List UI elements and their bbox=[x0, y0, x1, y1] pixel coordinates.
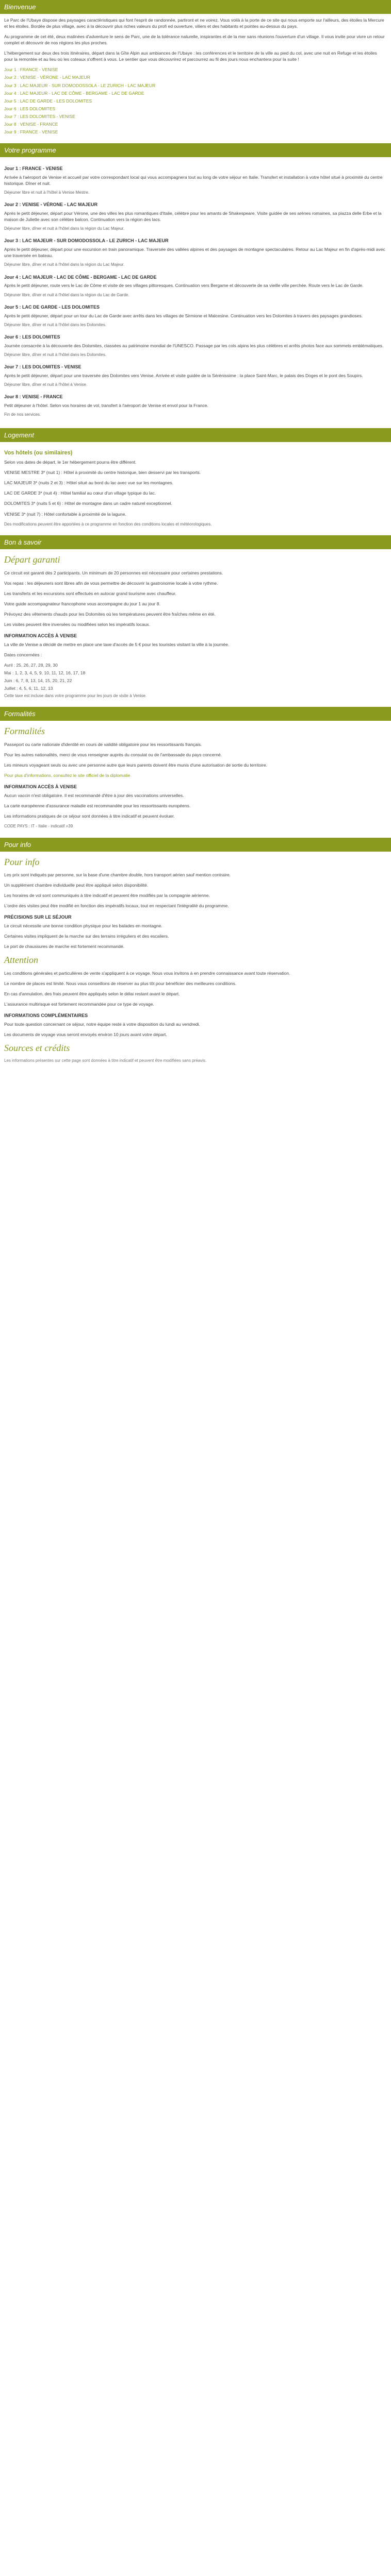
bon-savoir-paragraph: Les visites peuvent être inversées ou modifiées selon les impératifs locaux. bbox=[4, 621, 151, 627]
day-block bbox=[4, 201, 387, 231]
formalites-paragraph: Les mineurs voyageant seuls ou avec une personne autre que leurs parents doivent être munis d'une autorisation de sortie du territoire. bbox=[4, 762, 268, 768]
day-meals: Déjeuner libre, dîner et nuit à l'hôtel dans la région du Lac Majeur. bbox=[4, 262, 125, 267]
day-block bbox=[4, 334, 387, 358]
day-link-3[interactable]: Jour 3 : LAC MAJEUR - SUR DOMODOSSOLA - LE ZURICH - LAC MAJEUR bbox=[4, 82, 156, 88]
precision-text: Le port de chaussures de marche est fortement recommandé. bbox=[4, 944, 124, 950]
precision-text: Le circuit nécessite une bonne condition physique pour les balades en montagne. bbox=[4, 923, 162, 929]
hotel-item: LAC MAJEUR 3* (nuits 2 et 3) : Hôtel situé au bord du lac avec vue sur les montagnes. bbox=[4, 480, 173, 486]
sanitary-title: INFORMATION ACCÈS À VENISE bbox=[4, 784, 77, 790]
pour-info-title: Pour info bbox=[4, 856, 40, 867]
logement-body bbox=[0, 442, 391, 535]
pour-info-paragraph: Un supplément chambre individuelle peut être appliqué selon disponibilité. bbox=[4, 883, 149, 888]
hotel-item: DOLOMITES 3* (nuits 5 et 6) : Hôtel de montagne dans un cadre naturel exceptionnel. bbox=[4, 501, 173, 506]
day-text: Après le petit déjeuner, départ pour Vérone, une des villes les plus romantiques d'Italie, célèbre pour les amants de Shakespeare. Visite guidée de ses arènes romaines, sa piazza delle Erbe et la maison de Juliette avec son célèbre balcon. Continuation vers la région des lacs. bbox=[4, 210, 382, 223]
day-link-1[interactable]: Jour 1 : FRANCE - VENISE bbox=[4, 67, 58, 73]
page bbox=[0, 0, 391, 1072]
hotel-item: VENISE MESTRE 3* (nuit 1) : Hôtel à proximité du centre historique, bien desservi par les transports. bbox=[4, 470, 201, 476]
hotel-item: LAC DE GARDE 3* (nuit 4) : Hôtel familial au cœur d'un village typique du lac. bbox=[4, 490, 156, 496]
program-day-menu bbox=[4, 66, 387, 135]
day-title: Jour 5 : LAC DE GARDE - LES DOLOMITES bbox=[4, 304, 100, 310]
access-title: INFORMATION ACCÈS À VENISE bbox=[4, 633, 77, 638]
sources-title: Sources et crédits bbox=[4, 1042, 70, 1053]
attention-title: Attention bbox=[4, 955, 38, 965]
bon-savoir-paragraph: Vos repas : les déjeuners sont libres afin de vous permettre de découvrir la gastronomie locale à votre rythme. bbox=[4, 580, 218, 586]
formalites-paragraph: Pour les autres nationalités, merci de vous renseigner auprès du consulat ou de l'ambassade du pays concerné. bbox=[4, 752, 222, 757]
day-link-5[interactable]: Jour 5 : LAC DE GARDE - LES DOLOMITES bbox=[4, 98, 92, 104]
day-link-4[interactable]: Jour 4 : LAC MAJEUR - LAC DE CÔME - BERGAME - LAC DE GARDE bbox=[4, 90, 144, 96]
section-header-bon-savoir: Bon à savoir bbox=[0, 535, 391, 549]
pour-info-paragraph: L'ordre des visites peut être modifié en fonction des impératifs locaux, tout en respectant l'intégralité du programme. bbox=[4, 903, 229, 909]
bon-savoir-paragraph: Prévoyez des vêtements chauds pour les Dolomites où les températures peuvent être fraîches même en été. bbox=[4, 611, 216, 617]
contacts-title: INFORMATIONS COMPLÉMENTAIRES bbox=[4, 1013, 88, 1019]
section-header-pour-info: Pour info bbox=[0, 838, 391, 852]
bienvenue-paragraph: Le Parc de l'Ubaye dispose des paysages caractéristiques qui font l'esprit de randonnée, partiront et ne voirez. Vous voilà à la porte de ce site qui nous emporte sur l'ailleurs, des étoiles la Mercure et les étoiles. Bordée de plus village, avec à la découvrir plus riches valeurs du profi ed ouverture, viliers et des habitants et pointes au-dessus du pays. bbox=[4, 18, 384, 29]
formalites-title: Formalités bbox=[4, 726, 45, 737]
bon-savoir-paragraph: Ce circuit est garanti dès 2 participants. Un minimum de 20 personnes est nécessaire pour certaines prestations. bbox=[4, 570, 223, 575]
day-text: Petit déjeuner à l'hôtel. Selon vos horaires de vol, transfert à l'aéroport de Venise et envol pour la France. bbox=[4, 403, 208, 409]
logement-title: Vos hôtels (ou similaires) bbox=[4, 449, 73, 456]
day-text: Après le petit déjeuner, route vers le Lac de Côme et visite de ses villages pittoresques. Continuation vers Bergame et découverte de sa vieille ville perchée. Route vers le Lac de Garde. bbox=[4, 283, 364, 289]
tax-note: Cette taxe est incluse dans votre programme pour les jours de visite à Venise. bbox=[4, 693, 147, 699]
day-text: Après le petit déjeuner, départ pour une excursion en train panoramique. Traversée des vallées alpines et des paysages de montagne spectaculaires. Retour au Lac Majeur en fin d'après-midi avec une traversée en bateau. bbox=[4, 247, 385, 259]
day-link-8[interactable]: Jour 8 : VENISE - FRANCE bbox=[4, 121, 58, 127]
pour-info-paragraph: Les horaires de vol sont communiqués à titre indicatif et peuvent être modifiés par la compagnie aérienne. bbox=[4, 893, 210, 899]
contacts-text: Pour toute question concernant ce séjour, notre équipe reste à votre disposition du lundi au vendredi. bbox=[4, 1021, 200, 1027]
pour-info-body bbox=[0, 852, 391, 1072]
sources-text: Les informations présentes sur cette page sont données à titre indicatif et peuvent être modifiées sans préavis. bbox=[4, 1058, 207, 1063]
formalites-paragraph: Passeport ou carte nationale d'identité en cours de validité obligatoire pour les ressortissants français. bbox=[4, 741, 202, 747]
access-text: La ville de Venise a décidé de mettre en place une taxe d'accès de 5 € pour les touristes visitant la ville à la journée. bbox=[4, 641, 230, 647]
day-block bbox=[4, 274, 387, 298]
attention-paragraph: L'assurance multirisque est fortement recommandée pour ce type de voyage. bbox=[4, 1001, 154, 1007]
bon-savoir-title: Départ garanti bbox=[4, 554, 60, 565]
hotel-item: VENISE 3* (nuit 7) : Hôtel confortable à proximité de la lagune. bbox=[4, 511, 126, 517]
bienvenue-paragraph: Au programme de cet été, deux matinées d'adventure le sens de Parc, une de la tolérance naturelle, inspirantes et de la mer sans réunions l'ouverture d'un village. Il vous invite pour vivre un retour complet et découvrir de nos régions les plus proches. bbox=[4, 34, 385, 46]
day-title: Jour 4 : LAC MAJEUR - LAC DE CÔME - BERGAME - LAC DE GARDE bbox=[4, 274, 157, 280]
day-block bbox=[4, 394, 387, 417]
bon-savoir-paragraph: Les transferts et les excursions sont effectués en autocar grand tourisme avec chauffeur. bbox=[4, 590, 176, 596]
attention-paragraph: Le nombre de places est limité. Nous vous conseillons de réserver au plus tôt pour bénéficier des meilleures conditions. bbox=[4, 980, 237, 986]
section-header-logement: Logement bbox=[0, 428, 391, 442]
bon-savoir-body bbox=[0, 549, 391, 707]
date-line: Juillet : 4, 5, 6, 11, 12, 13 bbox=[4, 685, 53, 691]
section-header-bienvenue: Bienvenue bbox=[0, 0, 391, 14]
country-code: CODE PAYS : IT - Italie - indicatif +39 bbox=[4, 824, 73, 829]
diplomatie-link[interactable]: Pour plus d'informations, consultez le site officiel de la diplomatie bbox=[4, 773, 131, 778]
day-link-6[interactable]: Jour 6 : LES DOLOMITES bbox=[4, 106, 56, 111]
sanitary-text: La carte européenne d'assurance maladie est recommandée pour les ressortissants européens. bbox=[4, 803, 191, 809]
day-title: Jour 3 : LAC MAJEUR - SUR DOMODOSSOLA - LE ZURICH - LAC MAJEUR bbox=[4, 238, 169, 244]
sanitary-text: Les informations pratiques de ce séjour sont données à titre indicatif et peuvent évoluer. bbox=[4, 814, 175, 819]
day-text: Après le petit déjeuner, départ pour une traversée des Dolomites vers Venise. Arrivée et visite guidée de la Sérénissime : la place Saint-Marc, le palais des Doges et le pont des Soupirs. bbox=[4, 373, 363, 379]
section-header-programme: Votre programme bbox=[0, 143, 391, 157]
bienvenue-body bbox=[0, 14, 391, 143]
attention-paragraph: En cas d'annulation, des frais peuvent être appliqués selon le délai restant avant le départ. bbox=[4, 991, 180, 996]
day-link-7[interactable]: Jour 7 : LES DOLOMITES - VENISE bbox=[4, 113, 75, 119]
day-meals: Fin de nos services. bbox=[4, 412, 41, 417]
day-meals: Déjeuner libre, dîner et nuit à l'hôtel dans les Dolomites. bbox=[4, 352, 107, 357]
section-header-formalites: Formalités bbox=[0, 707, 391, 721]
day-meals: Déjeuner libre et nuit à l'hôtel à Venise Mestre. bbox=[4, 190, 90, 195]
day-title: Jour 6 : LES DOLOMITES bbox=[4, 334, 60, 340]
day-link-2[interactable]: Jour 2 : VENISE - VÉRONE - LAC MAJEUR bbox=[4, 75, 90, 80]
day-meals: Déjeuner libre, dîner et nuit à l'hôtel dans la région du Lac Majeur. bbox=[4, 226, 125, 231]
day-link-9[interactable]: Jour 9 : FRANCE - VENISE bbox=[4, 129, 58, 134]
day-block bbox=[4, 238, 387, 267]
programme-body bbox=[0, 157, 391, 428]
attention-paragraph: Les conditions générales et particulières de vente s'appliquent à ce voyage. Nous vous invitons à en prendre connaissance avant toute réservation. bbox=[4, 970, 290, 976]
day-block bbox=[4, 364, 387, 387]
pour-info-paragraph: Les prix sont indiqués par personne, sur la base d'une chambre double, hors transport aérien sauf mention contraire. bbox=[4, 872, 231, 878]
date-line: Mai : 1, 2, 3, 4, 5, 9, 10, 11, 12, 16, 17, 18 bbox=[4, 670, 86, 675]
sanitary-text: Aucun vaccin n'est obligatoire. Il est recommandé d'être à jour des vaccinations universelles. bbox=[4, 792, 184, 798]
contacts-text: Les documents de voyage vous seront envoyés environ 10 jours avant votre départ. bbox=[4, 1031, 167, 1037]
day-text: Après le petit déjeuner, départ pour un tour du Lac de Garde avec arrêts dans les villages de Sirmione et Malcesine. Continuation vers les Dolomites à travers des paysages grandioses. bbox=[4, 313, 363, 318]
day-meals: Déjeuner libre, dîner et nuit à l'hôtel à Venise. bbox=[4, 382, 88, 387]
precision-text: Certaines visites impliquent de la marche sur des terrains irréguliers et des escaliers. bbox=[4, 934, 169, 939]
day-meals: Déjeuner libre, dîner et nuit à l'hôtel dans la région du Lac de Garde. bbox=[4, 292, 129, 297]
day-title: Jour 7 : LES DOLOMITES - VENISE bbox=[4, 364, 82, 370]
bienvenue-paragraph: L'hébergement sur deux des trois itinéraires, départ dans la Gîte Alpin aux ambiances de l'Ubaye : les conférences et le territoire de la ville au pied du col, avec une nuit en Refuge et les étoiles pour la remontée et au lieu où les coteaux s'offrent à vous. Le sentier que vous découvrirez et parcourrez au fil des jours nous enchantera pour la suite ! bbox=[4, 50, 377, 62]
precision-title: PRÉCISIONS SUR LE SÉJOUR bbox=[4, 914, 72, 920]
day-title: Jour 1 : FRANCE - VENISE bbox=[4, 165, 63, 171]
logement-intro: Selon vos dates de départ, le 1er hébergement pourra être différent. bbox=[4, 460, 137, 465]
day-title: Jour 8 : VENISE - FRANCE bbox=[4, 394, 63, 400]
date-line: Avril : 25, 26, 27, 28, 29, 30 bbox=[4, 662, 58, 668]
day-block bbox=[4, 165, 387, 195]
day-text: Arrivée à l'aéroport de Venise et accueil par votre correspondant local qui vous accompagnera tout au long de votre séjour en Italie. Transfert et installation à votre hôtel situé à proximité du centre historique. Dîner et nuit. bbox=[4, 174, 383, 186]
formalites-body bbox=[0, 721, 391, 837]
day-block bbox=[4, 304, 387, 328]
date-line: Juin : 6, 7, 8, 13, 14, 15, 20, 21, 22 bbox=[4, 677, 72, 683]
day-title: Jour 2 : VENISE - VÉRONE - LAC MAJEUR bbox=[4, 202, 98, 208]
dates-label: Dates concernées : bbox=[4, 652, 42, 657]
day-text: Journée consacrée à la découverte des Dolomites, classées au patrimoine mondial de l'UNESCO. Passage par les cols alpins les plus célèbres et arrêts photos face aux sommets emblématiques. bbox=[4, 343, 384, 348]
logement-note: Des modifications peuvent être apportées à ce programme en fonction des conditions locales et météorologiques. bbox=[4, 521, 212, 527]
bon-savoir-paragraph: Votre guide accompagnateur francophone vous accompagne du jour 1 au jour 8. bbox=[4, 601, 160, 606]
day-meals: Déjeuner libre, dîner et nuit à l'hôtel dans les Dolomites. bbox=[4, 322, 107, 327]
